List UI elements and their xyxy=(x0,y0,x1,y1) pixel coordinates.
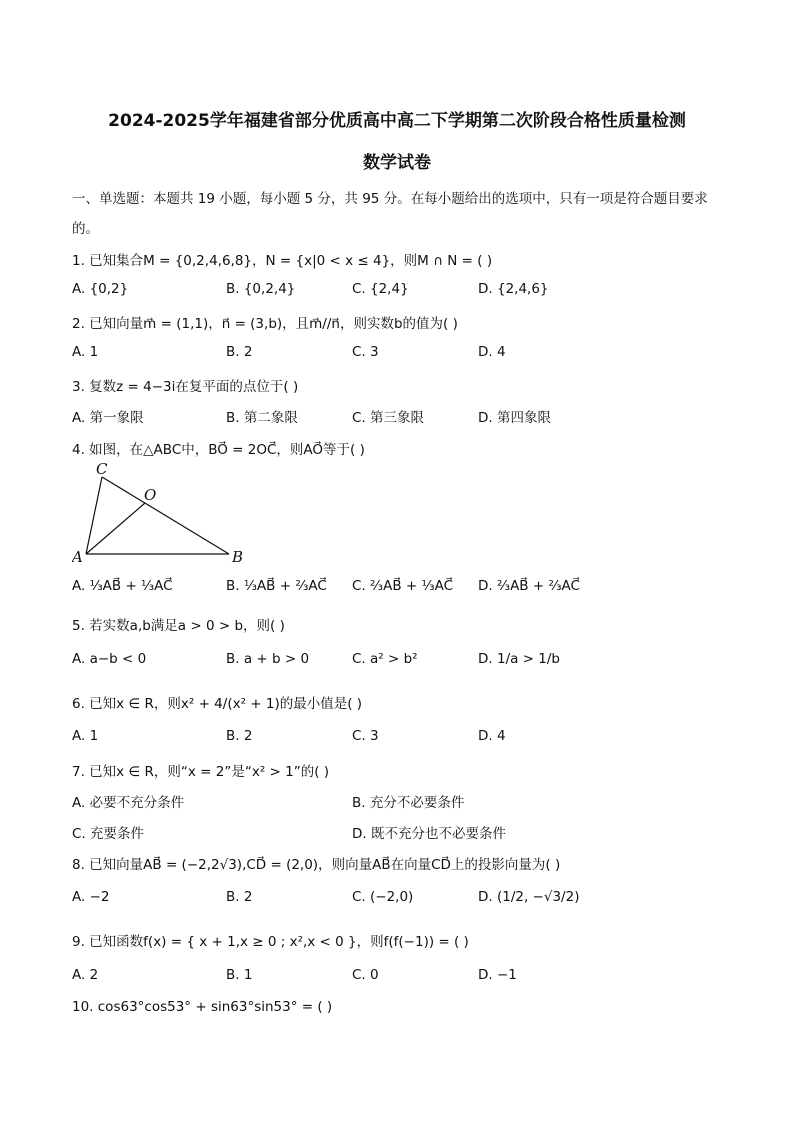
q6-option-b: B. 2 xyxy=(226,728,253,744)
q3-option-c: C. 第三象限 xyxy=(352,410,425,426)
q1-option-b: B. {0,2,4} xyxy=(226,281,296,297)
q7-option-c: C. 充要条件 xyxy=(72,826,145,842)
q2-option-c: C. 3 xyxy=(352,344,379,360)
q2-option-b: B. 2 xyxy=(226,344,253,360)
q5-option-a: A. a−b < 0 xyxy=(72,651,147,667)
q4-option-d: D. ⅔AB⃗ + ⅔AC⃗ xyxy=(478,578,580,594)
question-7-stem: 7. 已知x ∈ R，则“x = 2”是“x² > 1”的( ) xyxy=(72,764,330,780)
q7-option-b: B. 充分不必要条件 xyxy=(352,795,465,811)
q1-option-d: D. {2,4,6} xyxy=(478,281,549,297)
q6-option-c: C. 3 xyxy=(352,728,379,744)
question-8-stem: 8. 已知向量AB⃗ = (−2,2√3),CD⃗ = (2,0)，则向量AB⃗在向量CD⃗上的投影向量为( ) xyxy=(72,857,561,873)
question-10-stem: 10. cos63°cos53° + sin63°sin53° = ( ) xyxy=(72,999,333,1015)
q9-option-a: A. 2 xyxy=(72,967,99,983)
q5-option-b: B. a + b > 0 xyxy=(226,651,310,667)
q3-option-b: B. 第二象限 xyxy=(226,410,298,426)
q3-option-d: D. 第四象限 xyxy=(478,410,551,426)
section-heading-cont: 的。 xyxy=(72,221,99,237)
q4-option-c: C. ⅔AB⃗ + ⅓AC⃗ xyxy=(352,578,453,594)
q8-option-d: D. (1/2, −√3/2) xyxy=(478,889,580,905)
q2-option-d: D. 4 xyxy=(478,344,506,360)
q6-option-a: A. 1 xyxy=(72,728,99,744)
question-2-stem: 2. 已知向量m⃗ = (1,1)，n⃗ = (3,b)，且m⃗//n⃗，则实数b的值为( ) xyxy=(72,316,458,332)
section-heading: 一、单选题：本题共 19 小题，每小题 5 分，共 95 分。在每小题给出的选项中，只有一项是符合题目要求 xyxy=(72,191,708,207)
question-4-stem: 4. 如图，在△ABC中，BO⃗ = 2OC⃗，则AO⃗等于( ) xyxy=(72,442,365,458)
q9-option-b: B. 1 xyxy=(226,967,253,983)
question-3-stem: 3. 复数z = 4−3i在复平面的点位于( ) xyxy=(72,379,299,395)
q1-option-a: A. {0,2} xyxy=(72,281,129,297)
q9-option-c: C. 0 xyxy=(352,967,379,983)
vertex-label-a: A xyxy=(72,548,83,566)
q9-option-d: D. −1 xyxy=(478,967,517,983)
q5-option-c: C. a² > b² xyxy=(352,651,418,667)
q8-option-c: C. (−2,0) xyxy=(352,889,414,905)
q6-option-d: D. 4 xyxy=(478,728,506,744)
q7-option-a: A. 必要不充分条件 xyxy=(72,795,185,811)
question-5-stem: 5. 若实数a,b满足a > 0 > b，则( ) xyxy=(72,618,285,634)
point-label-o: O xyxy=(144,486,157,504)
q8-option-b: B. 2 xyxy=(226,889,253,905)
q7-option-d: D. 既不充分也不必要条件 xyxy=(352,826,506,842)
q1-option-c: C. {2,4} xyxy=(352,281,409,297)
triangle-figure xyxy=(72,462,262,566)
q8-option-a: A. −2 xyxy=(72,889,110,905)
question-9-stem: 9. 已知函数f(x) = { x + 1,x ≥ 0 ; x²,x < 0 }，则f(f(−1)) = ( ) xyxy=(72,934,469,950)
exam-subtitle: 数学试卷 xyxy=(363,153,431,173)
q4-option-b: B. ⅓AB⃗ + ⅔AC⃗ xyxy=(226,578,327,594)
vertex-label-c: C xyxy=(96,462,108,478)
q4-option-a: A. ⅓AB⃗ + ⅓AC⃗ xyxy=(72,578,173,594)
vertex-label-b: B xyxy=(232,548,244,566)
edge-cb xyxy=(102,477,229,554)
question-6-stem: 6. 已知x ∈ R，则x² + 4/(x² + 1)的最小值是( ) xyxy=(72,696,363,712)
q2-option-a: A. 1 xyxy=(72,344,99,360)
q3-option-a: A. 第一象限 xyxy=(72,410,144,426)
question-1-stem: 1. 已知集合M = {0,2,4,6,8}，N = {x|0 < x ≤ 4}，则M ∩ N = ( ) xyxy=(72,253,493,269)
q5-option-d: D. 1/a > 1/b xyxy=(478,651,560,667)
exam-title: 2024-2025学年福建省部分优质高中高二下学期第二次阶段合格性质量检测 xyxy=(108,111,686,131)
